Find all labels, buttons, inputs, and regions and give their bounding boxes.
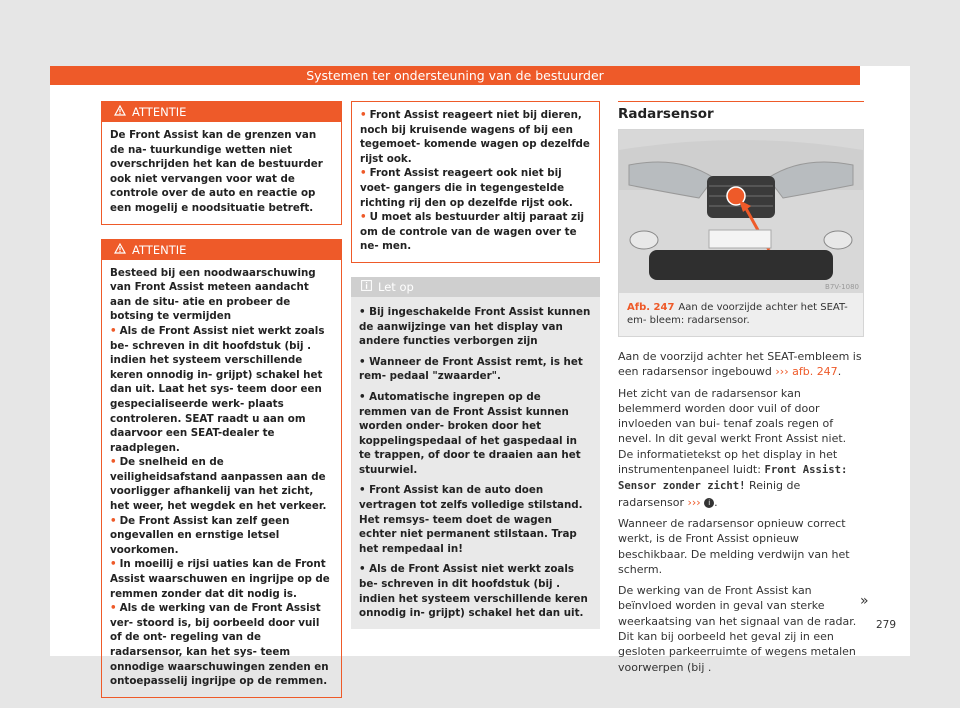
warning-box	[101, 101, 342, 225]
list-item: • Bij ingeschakelde Front Assist kunnen de aanwijzinge van het display van andere functies verborgen zijn	[359, 305, 591, 348]
warning-triangle-icon	[114, 102, 126, 122]
bullet-icon: •	[360, 109, 367, 121]
paragraph: De werking van de Front Assist kan beïnvloed worden in geval van sterke weerkaatsing van het signaal van de radar. Dit kan bij oorbeeld het geval zij in een gesloten parkeerruimte of wegens metalen voorwerpen (bij .	[618, 584, 857, 674]
reference-link[interactable]: ›››	[687, 495, 701, 509]
column-middle	[351, 101, 600, 629]
list-item: • Front Assist reageert ook niet bij voet- gangers die in tegengestelde richting rij den op dezelfde rijst ook.	[360, 167, 573, 209]
paragraph: Het zicht van de radarsensor kan belemmerd worden door vuil of door invloeden van bui- tenaf zoals regen of nevel. In dit geval werkt Front Assist niet. De informatietekst op het display in het instrumentenpaneel luidt: Front Assist: Sensor zonder zicht! Reinig de radarsensor ››› i .	[618, 386, 848, 509]
body-text	[618, 349, 864, 675]
page-number: 279	[876, 619, 897, 631]
warning-text	[352, 102, 599, 262]
note-box	[351, 277, 600, 629]
note-text	[351, 297, 600, 629]
list-item: • Front Assist kan de auto doen vertragen tot zelfs volledige stilstand. Het remsys- teem doet de wagen echter niet permanent stilstaan. Trap het rempedaal in!	[359, 484, 583, 555]
note-heading: Let op	[378, 279, 414, 294]
warning-box-continued	[351, 101, 600, 263]
note-header	[351, 277, 600, 297]
warning-triangle-icon	[114, 240, 126, 260]
list-item: • Als de werking van de Front Assist ver- stoord is, bij oorbeeld door vuil of de ont- regeling van de radarsensor, kan het sys- teem onnodige waarschuwingen zenden en ontoepasselij ingrijpe op de remmen.	[110, 602, 329, 688]
bullet-icon: •	[360, 167, 367, 180]
paragraph: Wanneer de radarsensor opnieuw correct werkt, is de Front Assist opnieuw beschikbaar. De melding verdwijn van het scherm.	[618, 516, 850, 576]
list-item: • Als de Front Assist niet werkt zoals be- schreven in dit hoofdstuk (bij . indien het systeem verschillende keren onnodig in- grijpt) schakel het dan uit.	[359, 563, 588, 620]
list-item: • Automatische ingrepen op de remmen van de Front Assist kunnen worden onder- broken door het koppelingspedaal of het gaspedaal in te trappen, of door te draaien aan het stuurwiel.	[359, 390, 581, 476]
column-left	[101, 101, 342, 708]
info-icon	[361, 277, 372, 297]
list-item: • In moeilij e rijsi uaties kan de Front Assist waarschuwen en ingrijpe op de remmen zonder dat dit nodig is.	[110, 558, 330, 600]
info-circle-icon: i	[704, 498, 714, 508]
list-item: • Wanneer de Front Assist remt, is het rem- pedaal "zwaarder".	[359, 355, 583, 383]
section-title: Radarsensor	[618, 101, 864, 129]
warning-header	[102, 102, 341, 122]
continue-marker: »	[860, 593, 869, 609]
bullet-icon: •	[110, 558, 117, 571]
list-item: • U moet als bestuurder altij paraat zij om de controle van de wagen over te ne- men.	[360, 211, 585, 253]
warning-header	[102, 240, 341, 260]
warning-heading: ATTENTIE	[132, 105, 187, 119]
figure-reference-link[interactable]: ››› afb. 247	[775, 365, 838, 379]
warning-box	[101, 239, 342, 698]
bullet-icon: •	[110, 324, 117, 337]
list-item: • Als de Front Assist niet werkt zoals be- schreven in dit hoofdstuk (bij . indien het systeem verschillende keren onnodig in- grijpt) schakel het dan uit. Laat het sys- teem door een gespecialiseerde werk- plaats controleren. SEAT raadt u aan om daarvoor een SEAT-dealer te raadplegen.	[110, 324, 325, 454]
bullet-icon: •	[110, 602, 117, 615]
list-item: • Front Assist reageert niet bij dieren, noch bij kruisende wagens of bij een tegemoet- komende wagen op dezelfde rijst ook.	[360, 109, 590, 165]
figure	[618, 129, 864, 337]
display-message: Front Assist: Sensor zonder zicht!	[618, 464, 848, 493]
warning-text: Besteed bij een noodwaarschuwing van Front Assist meteen aandacht aan de situ- atie en probeer de botsing te vermijden • Als de Front Assist niet werkt zoals be- schreven in dit hoofdstuk (bij . indien het systeem verschillende keren onnodig in- grijpt) schakel het dan uit. Laat het sys- teem door een gespecialiseerde werk- plaats controleren. SEAT raadt u aan om daarvoor een SEAT-dealer te raadplegen. • De snelheid en de veiligheidsafstand aanpassen aan de voorligger afhankelij van het zicht, het weer, het wegdek en het verkeer. • De Front Assist kan zelf geen ongevallen en ernstige letsel voorkomen. • In moeilij e rijsi uaties kan de Front Assist waarschuwen en ingrijpe op de remmen zonder dat dit nodig is. • Als de werking van de Front Assist ver- stoord is, bij oorbeeld door vuil of de ont- regeling van de radarsensor, kan het sys- teem onnodige waarschuwingen zenden en ontoepasselij ingrijpe op de remmen.	[102, 260, 341, 697]
bullet-icon: •	[110, 514, 117, 527]
column-right	[618, 101, 864, 681]
list-item: • De Front Assist kan zelf geen ongevallen en ernstige letsel voorkomen.	[110, 514, 290, 556]
bullet-icon: •	[360, 211, 367, 224]
running-header: Systemen ter ondersteuning van de bestuurder	[50, 66, 860, 85]
warning-heading: ATTENTIE	[132, 242, 187, 257]
paragraph: Aan de voorzijd achter het SEAT-embleem is een radarsensor ingebouwd ››› afb. 247.	[618, 350, 862, 379]
warning-text: De Front Assist kan de grenzen van de na- tuurkundige wetten niet overschrijden het kan de bestuurder ook niet vervangen voor wat de controle over de auto en reactie op een mogelij e noodsituatie betreft.	[110, 129, 323, 214]
bullet-icon: •	[110, 456, 117, 469]
car-front-illustration	[619, 130, 863, 293]
figure-number: Afb. 247	[627, 302, 675, 313]
car-front-drawing	[619, 130, 863, 293]
figure-caption: Afb. 247 Aan de voorzijde achter het SEAT-em- bleem: radarsensor.	[627, 302, 848, 326]
list-item: • De snelheid en de veiligheidsafstand aanpassen aan de voorligger afhankelij van het zicht, het weer, het wegdek en het verkeer.	[110, 456, 327, 513]
figure-code: B7V-1080	[825, 283, 859, 291]
